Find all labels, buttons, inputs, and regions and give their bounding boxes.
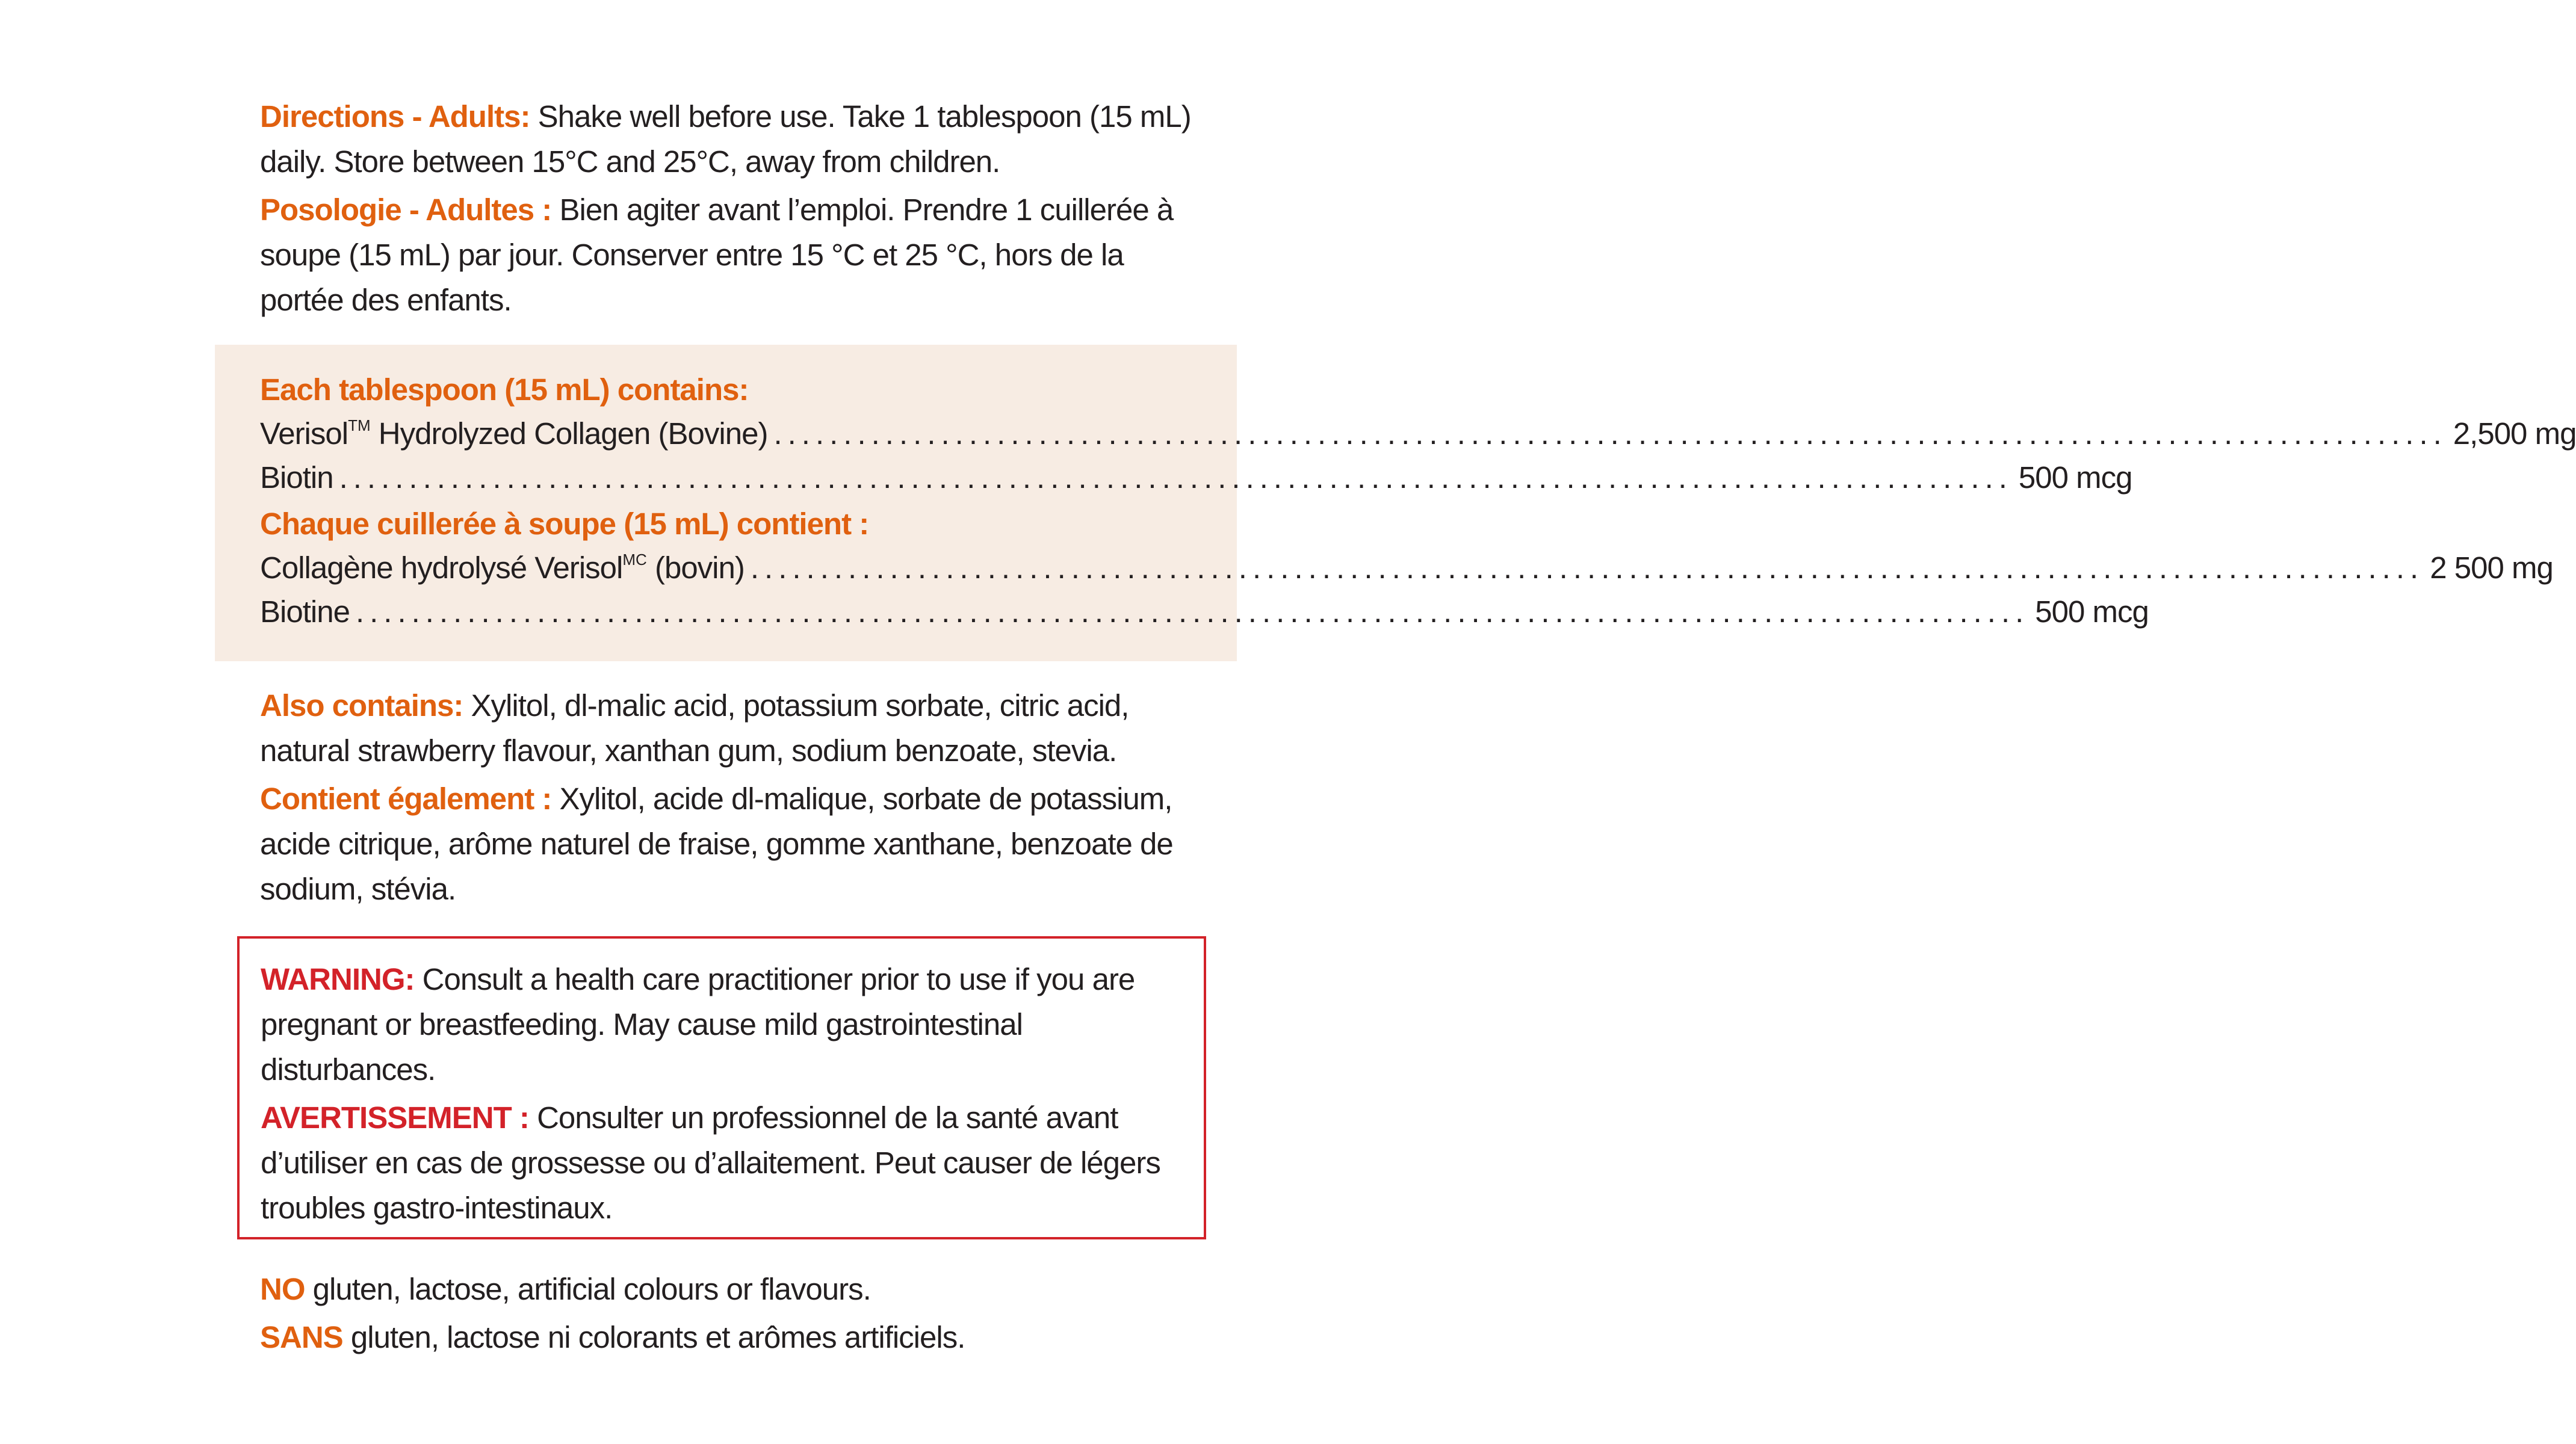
warning-fr-text: Consulter un professionnel de la santé avant d’utiliser en cas de grossesse ou d’allaitement. Peut causer de légers troubles gastro-intestinaux.: [261, 1100, 1160, 1225]
ingredient-name: Verisol™ Hydrolyzed Collagen (Bovine): [260, 416, 768, 451]
contents-panel: [215, 345, 2576, 661]
trademark-mark: TM: [348, 416, 371, 434]
ingredient-row: [260, 546, 2553, 590]
directions-en-label: Directions - Adults:: [260, 99, 530, 134]
free-from-en: [260, 1267, 1199, 1312]
ingredient-row: [260, 455, 2132, 499]
contents-en-heading: Each tablespoon (15 mL) contains:: [260, 372, 749, 407]
dot-leader: ........................................................................................................................: [773, 416, 2447, 451]
also-contains-en: [260, 683, 1199, 773]
free-from-fr-label: SANS: [260, 1320, 343, 1354]
trademark-mark: MC: [622, 551, 647, 569]
warning-panel: [237, 936, 1206, 1239]
ingredient-name: Collagène hydrolysé Verisol$^{MC}$ (bovin): [260, 551, 745, 585]
warning-en-label: WARNING:: [261, 962, 415, 996]
directions-en: [260, 94, 1199, 184]
also-contains-fr: [260, 776, 1199, 912]
free-from-fr: [260, 1315, 1199, 1360]
ingredient-amount: 500 mcg: [2035, 594, 2149, 629]
warning-fr-label: AVERTISSEMENT :: [261, 1100, 529, 1135]
ingredient-amount: 2 500 mg: [2430, 551, 2553, 585]
directions-section: [260, 94, 1199, 322]
also-contains-en-text: Xylitol, dl-malic acid, potassium sorbate, citric acid, natural strawberry flavour, xanthan gum, sodium benzoate, stevia.: [260, 688, 1129, 768]
directions-fr-text: Bien agiter avant l’emploi. Prendre 1 cuillerée à soupe (15 mL) par jour. Conserver entre 15 °C et 25 °C, hors de la portée des enfants.: [260, 193, 1174, 317]
directions-en-text: Shake well before use. Take 1 tablespoon (15 mL) daily. Store between 15°C and 25°C, away from children.: [260, 99, 1191, 179]
also-contains-fr-text: Xylitol, acide dl-malique, sorbate de potassium, acide citrique, arôme naturel de fraise, gomme xanthane, benzoate de sodium, stévia.: [260, 782, 1173, 906]
directions-fr: [260, 187, 1199, 322]
dot-leader: ........................................................................................................................: [355, 594, 2030, 629]
ingredient-name: Biotin: [260, 460, 333, 495]
also-contains-fr-label: Contient également :: [260, 782, 552, 816]
contents-section: [260, 368, 2576, 634]
warning-en: [261, 957, 1187, 1092]
free-from-section: [260, 1267, 1199, 1360]
warning-fr: [261, 1095, 1187, 1230]
also-contains-section: [260, 683, 1199, 912]
ingredient-name: Biotine: [260, 594, 350, 629]
ingredient-row: [260, 590, 2149, 634]
warning-en-text: Consult a health care practitioner prior to use if you are pregnant or breastfeeding. May cause mild gastrointestinal disturbances.: [261, 962, 1135, 1087]
contents-fr-heading: Chaque cuillerée à soupe (15 mL) contient :: [260, 507, 869, 541]
free-from-fr-text: gluten, lactose ni colorants et arômes artificiels.: [342, 1320, 965, 1354]
ingredient-row: [260, 412, 2576, 455]
dot-leader: ........................................................................................................................: [339, 460, 2013, 495]
ingredient-amount: 500 mcg: [2018, 460, 2132, 495]
dot-leader: ........................................................................................................................: [750, 551, 2424, 585]
directions-fr-label: Posologie - Adultes :: [260, 193, 552, 227]
also-contains-en-label: Also contains:: [260, 688, 463, 723]
free-from-en-label: NO: [260, 1272, 305, 1306]
warning-section: [261, 957, 1187, 1230]
ingredient-amount: 2,500 mg: [2453, 416, 2576, 451]
free-from-en-text: gluten, lactose, artificial colours or flavours.: [305, 1272, 871, 1306]
